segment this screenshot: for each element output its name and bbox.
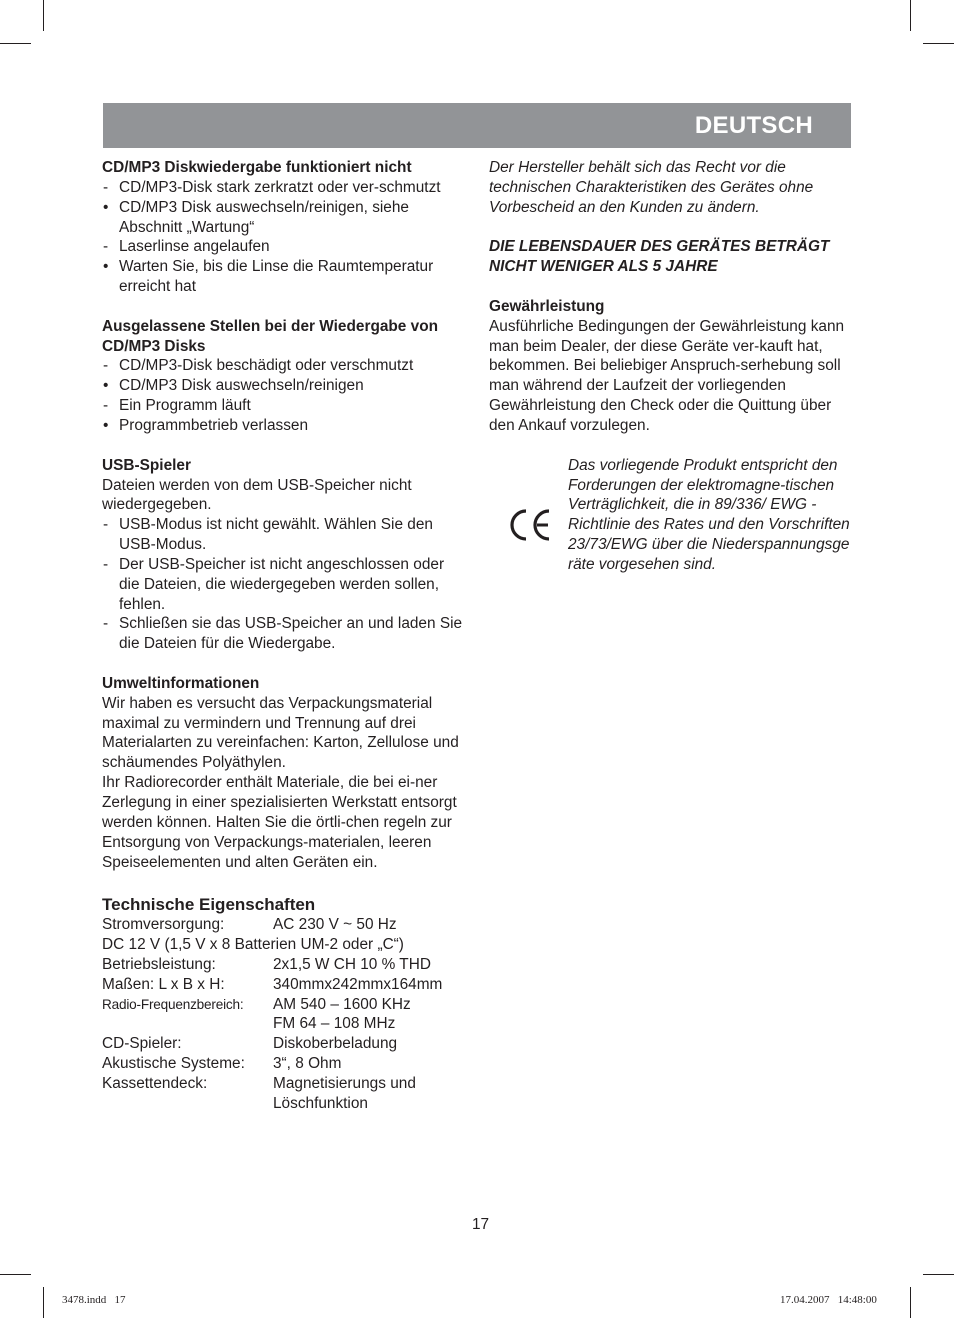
list-item: • Warten Sie, bis die Linse die Raumtemperatur erreicht hat — [103, 258, 434, 296]
list-item: • Programmbetrieb verlassen — [103, 416, 309, 434]
crop-mark — [0, 43, 31, 44]
ce-mark-icon — [505, 506, 555, 544]
language-header-bar — [103, 103, 851, 148]
spec-row-dimensions: Maßen: L x B x H: 340mmx242mmx164mm — [102, 975, 443, 993]
print-slug-date: 17.04.2007 14:48:00 — [780, 1294, 877, 1306]
list-item: - CD/MP3-Disk stark zerkratzt oder ver-schmutzt — [103, 178, 441, 196]
list-item: • CD/MP3 Disk auswechseln/reinigen, siehe Abschnitt „Wartung“ — [103, 198, 409, 236]
list-item: - Der USB-Speicher ist nicht angeschlossen oder die Dateien, die wiedergegeben werden sollen, fehlen. — [103, 555, 445, 613]
usb-list — [102, 515, 468, 654]
left-column — [102, 158, 468, 1114]
crop-mark — [43, 0, 44, 31]
print-slug-file: 3478.indd 17 — [62, 1294, 126, 1306]
usb-intro: Dateien werden von dem USB-Speicher nicht wiedergegeben. — [102, 476, 412, 514]
language-title: DEUTSCH — [694, 112, 813, 139]
crop-mark — [43, 1287, 44, 1318]
crop-mark — [910, 0, 911, 31]
spec-row-power: Stromversorgung: AC 230 V ~ 50 Hz — [102, 916, 397, 934]
list-item: - Schließen sie das USB-Speicher an und laden Sie die Dateien für die Wiedergabe. — [103, 615, 463, 653]
lifetime-notice: DIE LEBENSDAUER DES GERÄTES BETRÄGT NICHT WENIGER ALS 5 JAHRE — [489, 238, 830, 276]
spec-row-cassette: Kassettendeck: Magnetisierungs und Löschfunktion — [102, 1074, 416, 1112]
section-title-usb: USB-Spieler — [102, 456, 191, 474]
crop-mark — [923, 1274, 954, 1275]
ce-conformity-text: Das vorliegende Produkt entspricht den Forderungen der elektromagne-tischen Verträglichkeit, die in 89/336/ EWG -Richtlinie des Rates und den Vorschriften 23/73/EWG über die Niederspannungsge räte vorgesehen sind. — [568, 456, 850, 573]
manufacturer-note: Der Hersteller behält sich das Recht vor die technischen Charakteristiken des Gerätes ohne Vorbescheid an den Kunden zu ändern. — [489, 159, 814, 216]
spec-row-speakers: Akustische Systeme: 3“, 8 Ohm — [102, 1055, 342, 1073]
section-title-warranty: Gewährleistung — [489, 297, 605, 315]
warranty-text: Ausführliche Bedingungen der Gewährleistung kann man beim Dealer, der diese Geräte ver-kauft hat, bekommen. Bei beliebiger Anspruch-serhebung soll man während der Laufzeit der vorliegenden Gewährleistung den Check oder die Quittung über den Ankauf vorzulegen. — [489, 317, 845, 434]
environment-paragraph-2: Ihr Radiorecorder enthält Materiale, die bei ei-ner Zerlegung in einer spezialisierten Werkstatt entsorgt werden können. Halten Sie die örtli-chen regeln zur Entsorgung von Verpackungs-materialen, leeren Speiseelementen und alten Geräten ein. — [102, 774, 457, 871]
skipped-list — [102, 356, 468, 435]
environment-paragraph-1: Wir haben es versucht das Verpackungsmaterial maximal zu vermindern und Trennung auf drei Materialarten zu vereinfachen: Karton, Zellulose und schäumendes Polyäthylen. — [102, 694, 459, 772]
spec-row-output: Betriebsleistung: 2x1,5 W CH 10 % THD — [102, 955, 431, 973]
section-title-environment: Umweltinformationen — [102, 674, 260, 692]
crop-mark — [910, 1287, 911, 1318]
crop-mark — [923, 43, 954, 44]
spec-row-cd: CD-Spieler: Diskoberbeladung — [102, 1035, 398, 1053]
spec-row-radio-fm: FM 64 – 108 MHz — [273, 1015, 396, 1033]
list-item: - Ein Programm läuft — [103, 397, 251, 415]
ce-conformity-block — [489, 456, 855, 575]
page-number: 17 — [472, 1216, 490, 1233]
right-column — [489, 158, 855, 575]
list-item: - USB-Modus ist nicht gewählt. Wählen Sie den USB-Modus. — [103, 516, 433, 554]
list-item: - Laserlinse angelaufen — [103, 238, 270, 256]
spec-row-dc: DC 12 V (1,5 V x 8 Batterien UM-2 oder „C“) — [102, 936, 404, 954]
section-title-specs: Technische Eigenschaften — [102, 895, 316, 915]
section-title-skipped: Ausgelassene Stellen bei der Wiedergabe von CD/MP3 Disks — [102, 317, 439, 355]
list-item: - CD/MP3-Disk beschädigt oder verschmutzt — [103, 357, 414, 375]
crop-mark — [0, 1274, 31, 1275]
section-title-cd-playback: CD/MP3 Diskwiedergabe funktioniert nicht — [102, 159, 412, 176]
spec-row-radio: Radio-Frequenzbereich: AM 540 – 1600 KHz — [102, 995, 411, 1013]
list-item: • CD/MP3 Disk auswechseln/reinigen — [103, 377, 364, 395]
cd-playback-list — [102, 178, 468, 297]
